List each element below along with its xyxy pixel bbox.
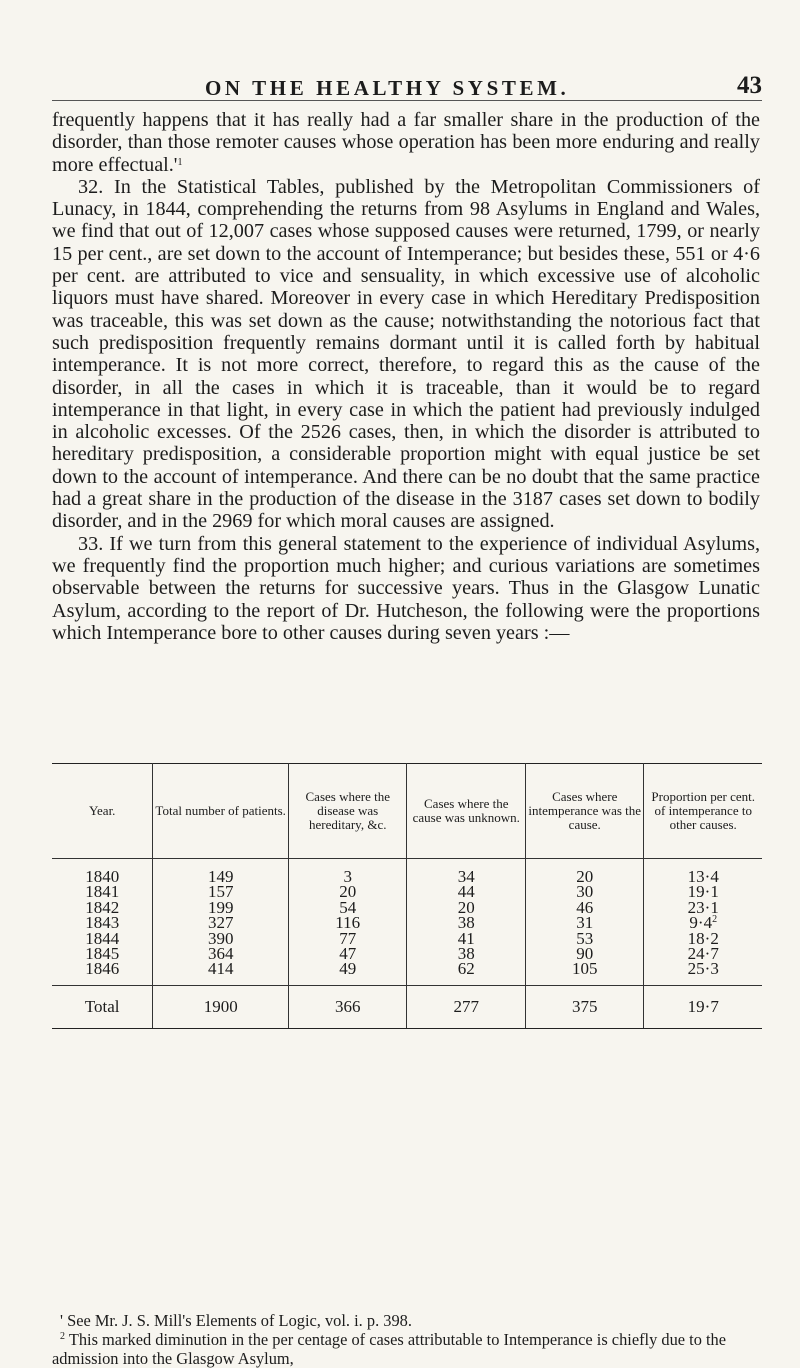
header-rule: [52, 100, 762, 101]
cell-unknown: [407, 961, 526, 985]
cell-value: 116: [335, 913, 361, 933]
cell-value: 20: [576, 867, 594, 886]
cell-value: 13·4: [687, 867, 719, 886]
cell-value: 24·7: [687, 944, 719, 964]
cell-value: 38: [457, 944, 475, 964]
table-row: [52, 884, 762, 899]
cell-total: [153, 859, 289, 885]
paragraph-continuation: [52, 109, 760, 176]
cell-intemperance: [525, 961, 644, 985]
page-header: [0, 62, 800, 102]
total-label: Total: [52, 985, 153, 1028]
cell-value: 47: [339, 944, 357, 964]
cell-value: 390: [207, 928, 234, 948]
total-intemperance: 375: [525, 985, 644, 1028]
cell-proportion: [644, 961, 762, 985]
cell-value: 41: [457, 928, 475, 948]
footnote-text: See Mr. J. S. Mill's Elements of Logic, vol. i. p. 398.: [67, 1311, 412, 1330]
footnote-marker: 2: [60, 1331, 65, 1342]
cell-value: 327: [207, 913, 234, 933]
cell-value: 1841: [85, 882, 120, 902]
cell-value: 1845: [85, 944, 120, 964]
cell-value: 9·4: [689, 913, 713, 933]
footnote-text: This marked diminution in the per centage of cases attributable to Intemperance is chiefly due to the admission into the Glasgow Asylum,: [52, 1330, 727, 1368]
table-header-row: [52, 764, 762, 859]
total-patients: 1900: [153, 985, 289, 1028]
cell-value: 105: [571, 959, 598, 979]
cell-value: 18·2: [687, 928, 719, 948]
cell-year: [52, 961, 153, 985]
page-number: 43: [737, 72, 762, 99]
cell-hereditary: [288, 859, 407, 885]
footnote-marker: ': [60, 1311, 63, 1330]
cell-year: [52, 859, 153, 885]
cell-intemperance: [525, 859, 644, 885]
intemperance-table: [52, 763, 762, 1029]
cell-value: 1842: [85, 897, 120, 917]
cell-value: 77: [339, 928, 357, 948]
table-row: [52, 931, 762, 946]
cell-value: 149: [207, 867, 234, 886]
table-row: [52, 946, 762, 961]
footnotes: [52, 1311, 760, 1368]
table-row: [52, 859, 762, 885]
header-proportion: Proportion per cent. of intemperance to other causes.: [644, 764, 762, 859]
total-unknown: 277: [407, 985, 526, 1028]
cell-value: 54: [339, 897, 357, 917]
header-total-patients: Total number of patients.: [153, 764, 289, 859]
cell-value: 31: [576, 913, 594, 933]
footnote-2: [52, 1330, 760, 1368]
header-unknown: Cases where the cause was unknown.: [407, 764, 526, 859]
footnote-ref: 1: [177, 156, 183, 168]
table-total-row: [52, 985, 762, 1028]
cell-value: 53: [576, 928, 594, 948]
cell-value: 3: [343, 867, 352, 886]
cell-value: 46: [576, 897, 594, 917]
cell-hereditary: [288, 961, 407, 985]
cell-value: 199: [207, 897, 234, 917]
table-row: [52, 915, 762, 930]
total-proportion: 19·7: [644, 985, 762, 1028]
total-hereditary: 366: [288, 985, 407, 1028]
header-year: Year.: [52, 764, 153, 859]
paragraph-33: [52, 533, 760, 644]
body-text: [52, 109, 760, 644]
footnote-ref: 2: [712, 914, 718, 926]
cell-value: 62: [457, 959, 475, 979]
cell-value: 414: [207, 959, 234, 979]
cell-value: 25·3: [687, 959, 719, 979]
cell-value: 364: [207, 944, 234, 964]
cell-value: 20: [457, 897, 475, 917]
cell-value: 49: [339, 959, 357, 979]
cell-value: 44: [457, 882, 475, 902]
table-row: [52, 961, 762, 985]
running-title: ON THE HEALTHY SYSTEM.: [205, 76, 570, 100]
cell-value: 1846: [85, 959, 120, 979]
paragraph-text: 32. In the Statistical Tables, published by the Metropolitan Commissioners of Lunacy, in 1844, comprehending the returns from 98 Asylums in England and Wales, we find that out of 12,007 cases whose supposed causes were returned, 1799, or nearly 15 per cent., are set down to the account of Intemperance; but besides these, 551 or 4·6 per cent. are attributed to vice and sensuality, in which excessive use of alcoholic liquors must have shared. Moreover in every case in which Hereditary Predisposition was traceable, this was set down as the cause; notwithstanding the notorious fact that such predisposition frequently remains dormant until it is called forth by habitual intemperance. It is not more correct, therefore, to regard this as the cause of the disorder, in all the cases in which it is traceable, than it would be to regard intemperance in that light, in every case in which the patient had previously indulged in alcoholic excesses. Of the 2526 cases, then, in which the disorder is attributed to hereditary predisposition, a considerable proportion might with equal justice be set down to the account of intemperance. And there can be no doubt that the same practice had a great share in the production of the disease in the 3187 cases set down to bodily disorder, and in the 2969 for which moral causes are assigned.: [52, 175, 760, 533]
footnote-1: [52, 1311, 760, 1330]
cell-value: 23·1: [687, 897, 719, 917]
cell-value: 38: [457, 913, 475, 933]
cell-value: 30: [576, 882, 594, 902]
cell-value: 1840: [85, 867, 120, 886]
cell-proportion: [644, 859, 762, 885]
cell-total: [153, 961, 289, 985]
cell-value: 90: [576, 944, 594, 964]
cell-value: 1843: [85, 913, 120, 933]
paragraph-32: [52, 176, 760, 533]
cell-value: 20: [339, 882, 357, 902]
cell-value: 19·1: [687, 882, 719, 902]
statistics-table: [52, 763, 762, 1029]
paragraph-text: frequently happens that it has really had a far smaller share in the production of the disorder, than those remoter causes whose operation has been more enduring and really more effectual.': [52, 109, 760, 176]
header-intemperance: Cases where intemperance was the cause.: [525, 764, 644, 859]
paragraph-text: 33. If we turn from this general statement to the experience of individual Asylums, we frequently find the proportion much higher; and curious variations are sometimes observable between the returns for successive years. Thus in the Glasgow Lunatic Asylum, according to the report of Dr. Hutcheson, the following were the proportions which Intemperance bore to other causes during seven years :—: [52, 532, 760, 644]
header-hereditary: Cases where the disease was hereditary, &c.: [288, 764, 407, 859]
table-row: [52, 900, 762, 915]
cell-value: 1844: [85, 928, 120, 948]
cell-unknown: [407, 859, 526, 885]
cell-value: 157: [207, 882, 234, 902]
cell-value: 34: [457, 867, 475, 886]
